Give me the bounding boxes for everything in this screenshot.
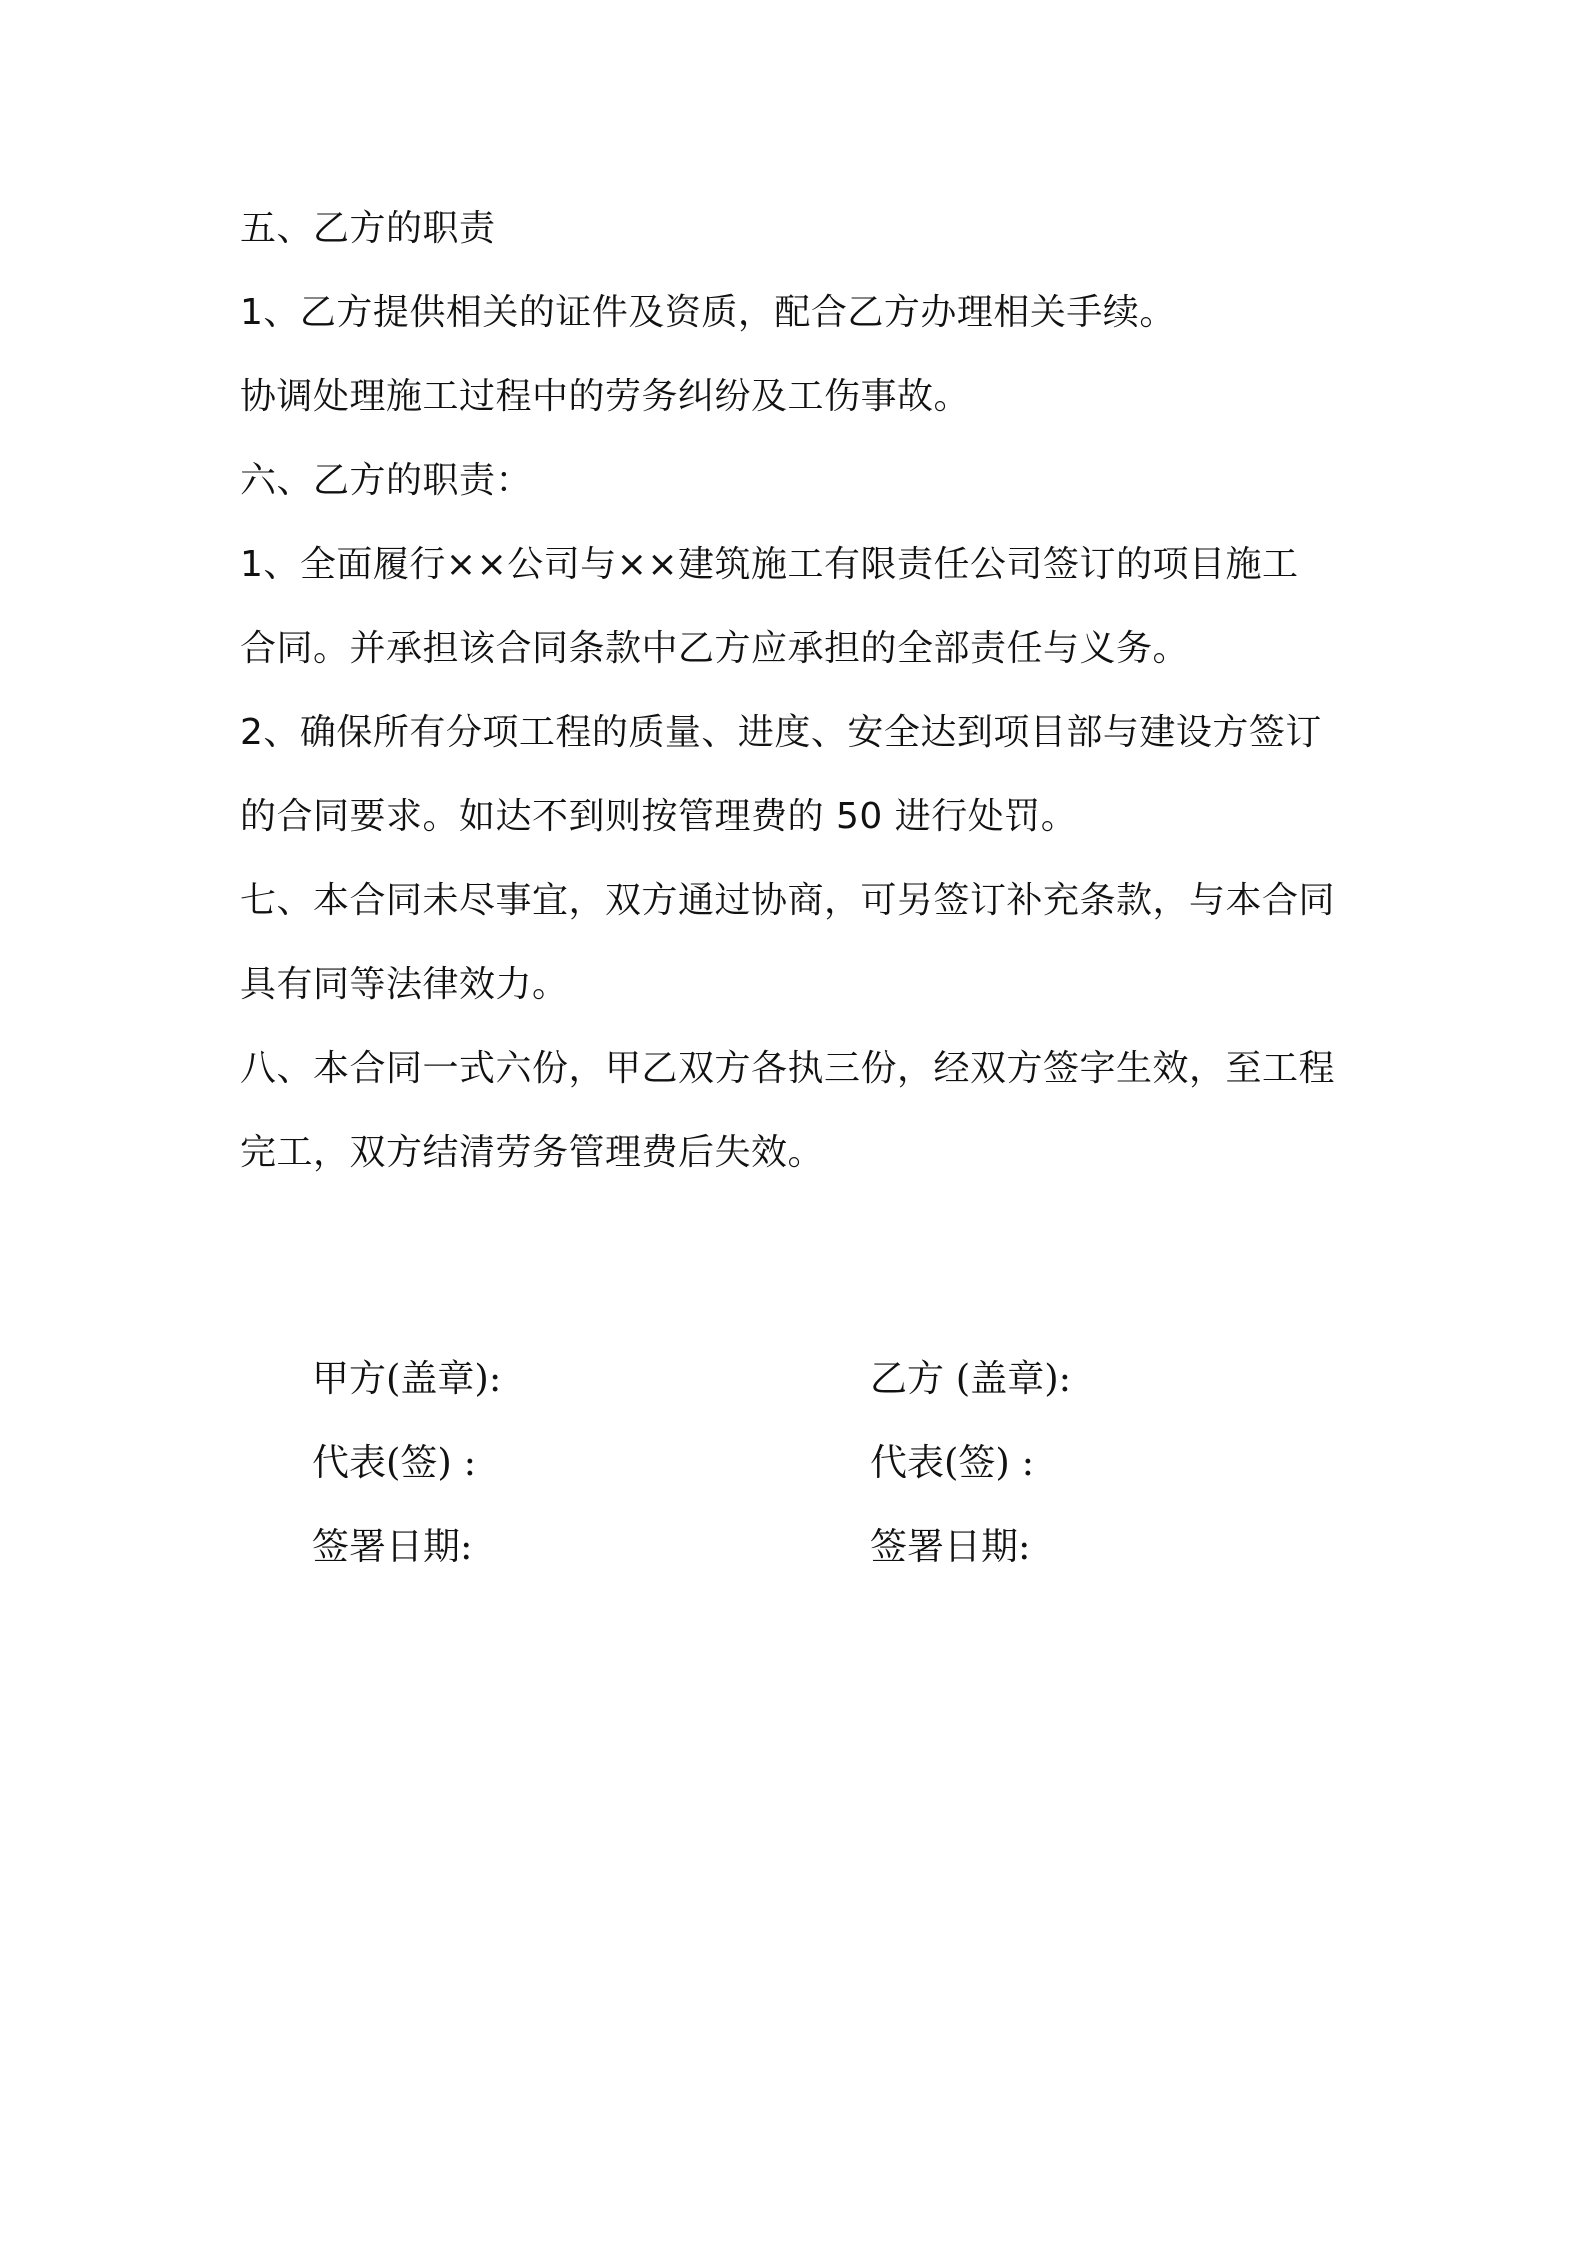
party-b-seal-label: 乙方 (盖章): — [870, 1357, 1072, 1400]
section-7-line-2: 具有同等法律效力。 — [240, 964, 569, 1005]
party-a-seal-label: 甲方(盖章): — [312, 1357, 502, 1400]
section-6-item-1-line-2: 合同。并承担该合同条款中乙方应承担的全部责任与义务。 — [240, 628, 1190, 669]
party-b-date-label: 签署日期: — [870, 1525, 1031, 1568]
section-7-line-1: 七、本合同未尽事宜，双方通过协商，可另签订补充条款，与本合同 — [240, 880, 1336, 921]
party-b-representative-label: 代表(签) : — [870, 1441, 1035, 1484]
section-6-item-2-line-2: 的合同要求。如达不到则按管理费的 50 进行处罚。 — [240, 796, 1078, 837]
section-5-item-2: 协调处理施工过程中的劳务纠纷及工伤事故。 — [240, 376, 971, 417]
section-8-line-2: 完工，双方结清劳务管理费后失效。 — [240, 1132, 825, 1173]
section-5-item-1: 1、乙方提供相关的证件及资质，配合乙方办理相关手续。 — [240, 292, 1176, 333]
party-a-representative-label: 代表(签) : — [312, 1441, 477, 1484]
section-6-item-2-line-1: 2、确保所有分项工程的质量、进度、安全达到项目部与建设方签订 — [240, 712, 1322, 753]
section-6-item-1-line-1: 1、全面履行××公司与××建筑施工有限责任公司签订的项目施工 — [240, 544, 1299, 585]
party-a-date-label: 签署日期: — [312, 1525, 473, 1568]
section-8-line-1: 八、本合同一式六份，甲乙双方各执三份，经双方签字生效，至工程 — [240, 1048, 1336, 1089]
section-6-heading: 六、乙方的职责： — [240, 460, 533, 501]
section-5-heading: 五、乙方的职责 — [240, 208, 496, 249]
